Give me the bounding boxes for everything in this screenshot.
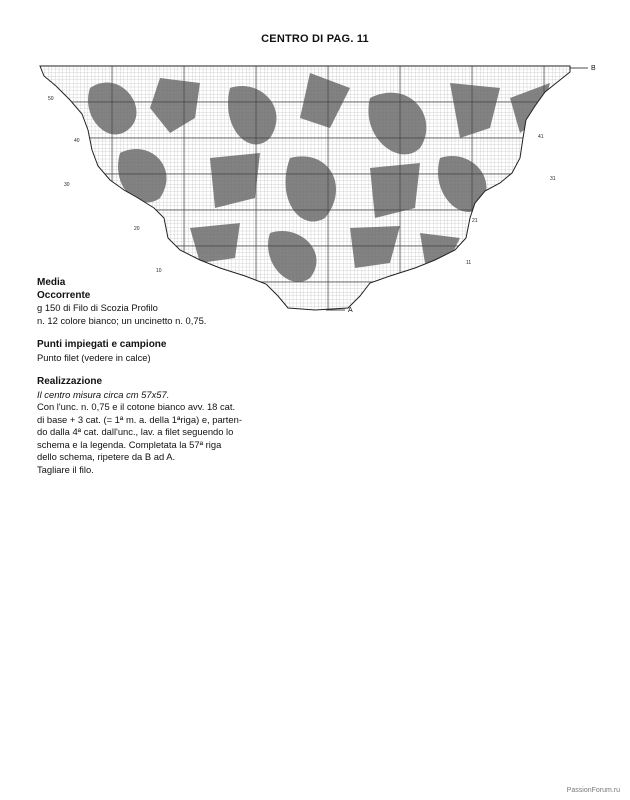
level-heading: Media [37,277,66,288]
work-size: Il centro misura circa cm 57x57. [37,388,170,400]
work-line: do dalla 4ª cat. dall'unc., lav. a filet seguendo lo [37,426,234,437]
work-heading: Realizzazione [37,376,103,387]
work-line: di base + 3 cat. (= 1ª m. a. della 1ªriga) e, parten- [37,413,242,425]
row-label-20: 20 [134,226,140,232]
row-label-50: 50 [48,96,54,102]
stitches-line: Punto filet (vedere in calce) [37,351,151,363]
row-label-10: 10 [156,268,162,274]
stitches-heading: Punti impiegati e campione [37,339,167,350]
side-label-31: 31 [550,176,556,182]
row-label-30: 30 [64,182,70,188]
page-title: CENTRO DI PAG. 11 [261,33,369,45]
marker-b: B [591,65,596,72]
side-label-21: 21 [472,218,478,224]
work-line: Con l'unc. n. 0,75 e il cotone bianco avv. 18 cat. [37,401,236,412]
row-label-40: 40 [74,138,80,144]
materials-line: n. 12 colore bianco; un uncinetto n. 0,75. [37,314,207,326]
watermark: PassionForum.ru [566,787,620,794]
work-line: schema e la legenda. Completata la 57ª riga [37,438,222,450]
marker-a: A [348,307,353,314]
work-line: Tagliare il filo. [37,463,94,475]
materials-line: g 150 di Filo di Scozia Profilo [37,302,158,313]
side-label-41: 41 [538,134,544,140]
instructions [37,277,297,476]
work-line: dello schema, ripetere da B ad A. [37,451,176,462]
side-label-11: 11 [466,260,472,266]
materials-heading: Occorrente [37,289,91,301]
